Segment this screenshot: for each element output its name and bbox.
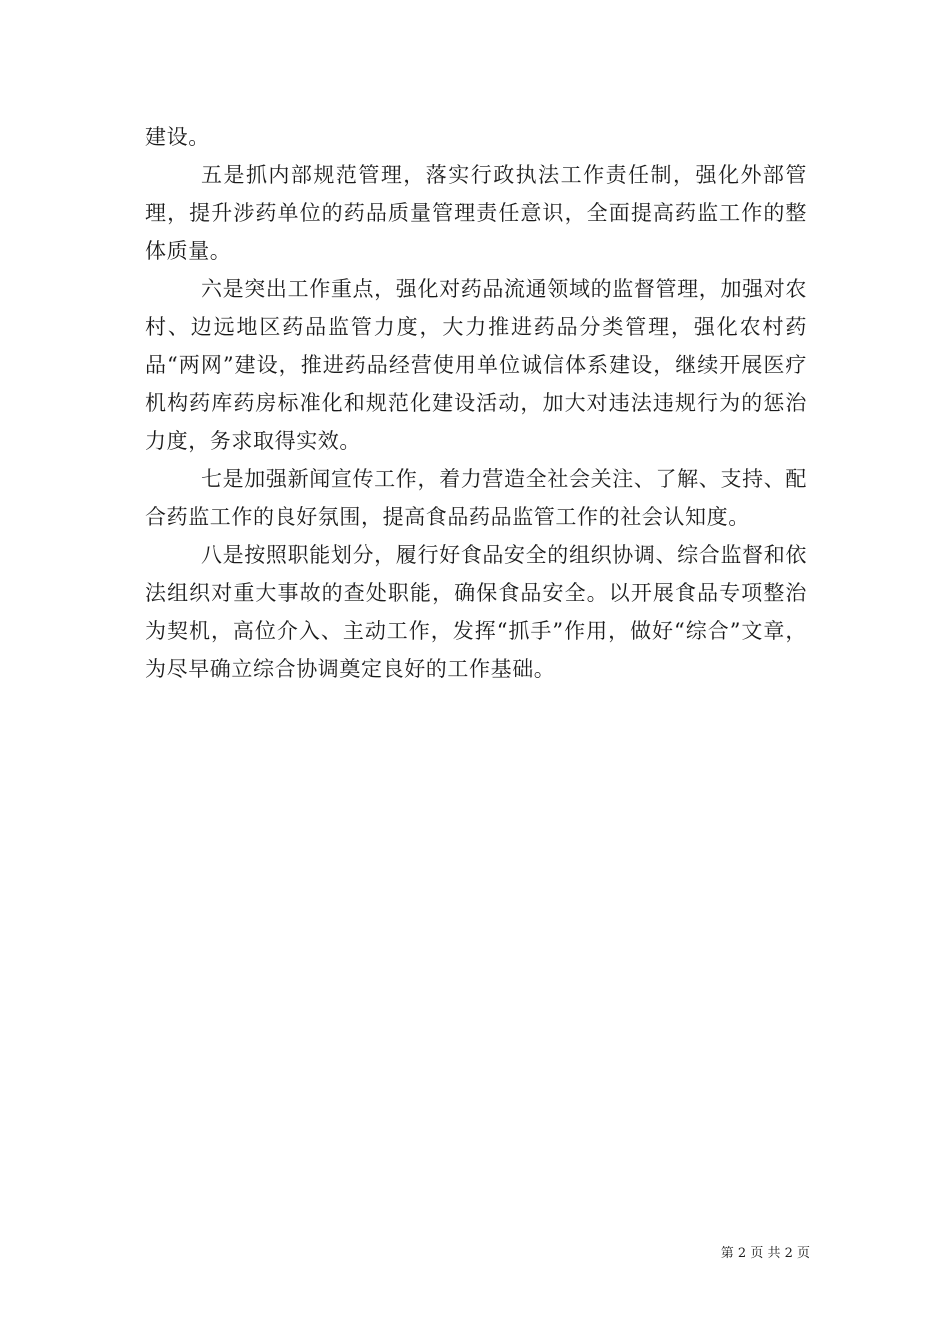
- paragraph-item-7: 七是加强新闻宣传工作，着力营造全社会关注、了解、支持、配合药监工作的良好氛围，提高食品药品监管工作的社会认知度。: [145, 467, 807, 529]
- paragraph-continuation: 建设。: [145, 125, 210, 149]
- page-number-footer: 第 2 页 共 2 页: [720, 1246, 810, 1261]
- paragraph-item-6: 六是突出工作重点，强化对药品流通领域的监督管理，加强对农村、边远地区药品监管力度，大力推进药品分类管理，强化农村药品“两网”建设，推进药品经营使用单位诚信体系建设，继续开展医疗机构药库药房标准化和规范化建设活动，加大对违法违规行为的惩治力度，务求取得实效。: [145, 277, 807, 453]
- paragraph-item-5: 五是抓内部规范管理，落实行政执法工作责任制，强化外部管理，提升涉药单位的药品质量管理责任意识，全面提高药监工作的整体质量。: [145, 163, 807, 263]
- paragraph-item-8: 八是按照职能划分，履行好食品安全的组织协调、综合监督和依法组织对重大事故的查处职能，确保食品安全。以开展食品专项整治为契机，高位介入、主动工作，发挥“抓手”作用，做好“综合”文章，为尽早确立综合协调奠定良好的工作基础。: [145, 543, 807, 681]
- document-body: [145, 118, 807, 688]
